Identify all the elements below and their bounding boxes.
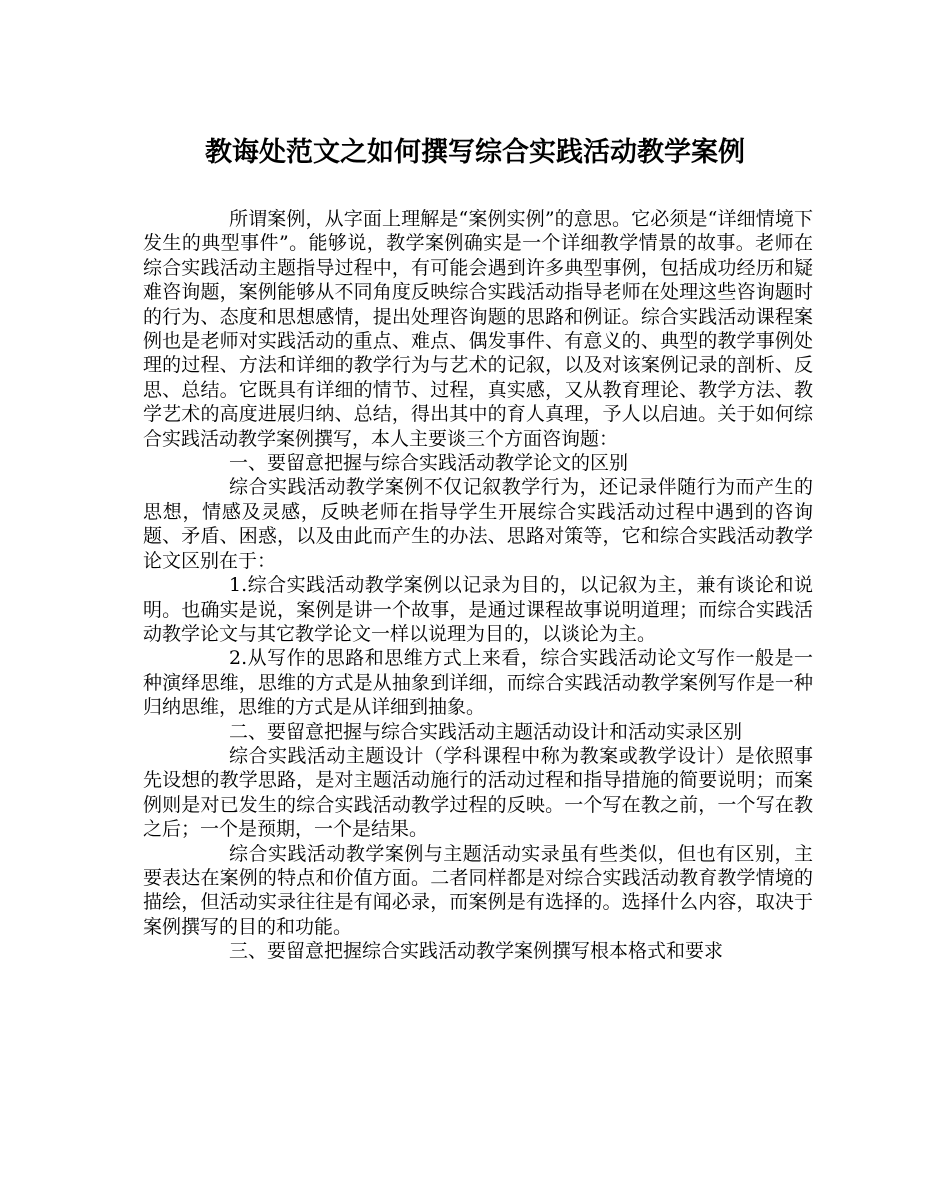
document-body xyxy=(143,207,813,964)
document-title: 教诲处范文之如何撰写综合实践活动教学案例 xyxy=(205,137,745,168)
paragraph-section-1: 综合实践活动教学案例不仅记叙教学行为，还记录伴随行为而产生的思想，情感及灵感，反映老师在指导学生开展综合实践活动过程中遇到的咨询题、矛盾、困惑，以及由此而产生的办法、思路对策等，它和综合实践活动教学论文区别在于： xyxy=(143,476,813,572)
paragraph-point-1: 1.综合实践活动教学案例以记录为目的，以记叙为主，兼有谈论和说明。也确实是说，案例是讲一个故事，是通过课程故事说明道理；而综合实践活动教学论文与其它教学论文一样以说理为目的，以谈论为主。 xyxy=(143,574,813,645)
paragraph-intro: 所谓案例，从字面上理解是“案例实例”的意思。它必须是“详细情境下发生的典型事件”。能够说，教学案例确实是一个详细教学情景的故事。老师在综合实践活动主题指导过程中，有可能会遇到许多典型事例，包括成功经历和疑难咨询题，案例能够从不同角度反映综合实践活动指导老师在处理这些咨询题时的行为、态度和思想感情，提出处理咨询题的思路和例证。综合实践活动课程案例也是老师对实践活动的重点、难点、偶发事件、有意义的、典型的教学事例处理的过程、方法和详细的教学行为与艺术的记叙，以及对该案例记录的剖析、反思、总结。它既具有详细的情节、过程，真实感，又从教育理论、教学方法、教学艺术的高度进展归纳、总结，得出其中的育人真理，予人以启迪。关于如何综合实践活动教学案例撰写，本人主要谈三个方面咨询题： xyxy=(143,208,813,450)
paragraph-section-2a: 综合实践活动主题设计（学科课程中称为教案或教学设计）是依照事先设想的教学思路，是对主题活动施行的活动过程和指导措施的简要说明；而案例则是对已发生的综合实践活动教学过程的反映。一个写在教之前，一个写在教之后；一个是预期，一个是结果。 xyxy=(143,744,813,841)
section-heading-1: 一、要留意把握与综合实践活动教学论文的区别 xyxy=(229,452,629,475)
section-heading-2: 二、要留意把握与综合实践活动主题活动设计和活动实录区别 xyxy=(229,720,743,743)
section-heading-3: 三、要留意把握综合实践活动教学案例撰写根本格式和要求 xyxy=(229,940,724,963)
paragraph-point-2: 2.从写作的思路和思维方式上来看，综合实践活动论文写作一般是一种演绎思维，思维的方式是从抽象到详细，而综合实践活动教学案例写作是一种归纳思维，思维的方式是从详细到抽象。 xyxy=(143,647,813,719)
paragraph-section-2b: 综合实践活动教学案例与主题活动实录虽有些类似，但也有区别，主要表达在案例的特点和价值方面。二者同样都是对综合实践活动教育教学情境的描绘，但活动实录往往是有闻必录，而案例是有选择的。选择什么内容，取决于案例撰写的目的和功能。 xyxy=(143,842,813,938)
